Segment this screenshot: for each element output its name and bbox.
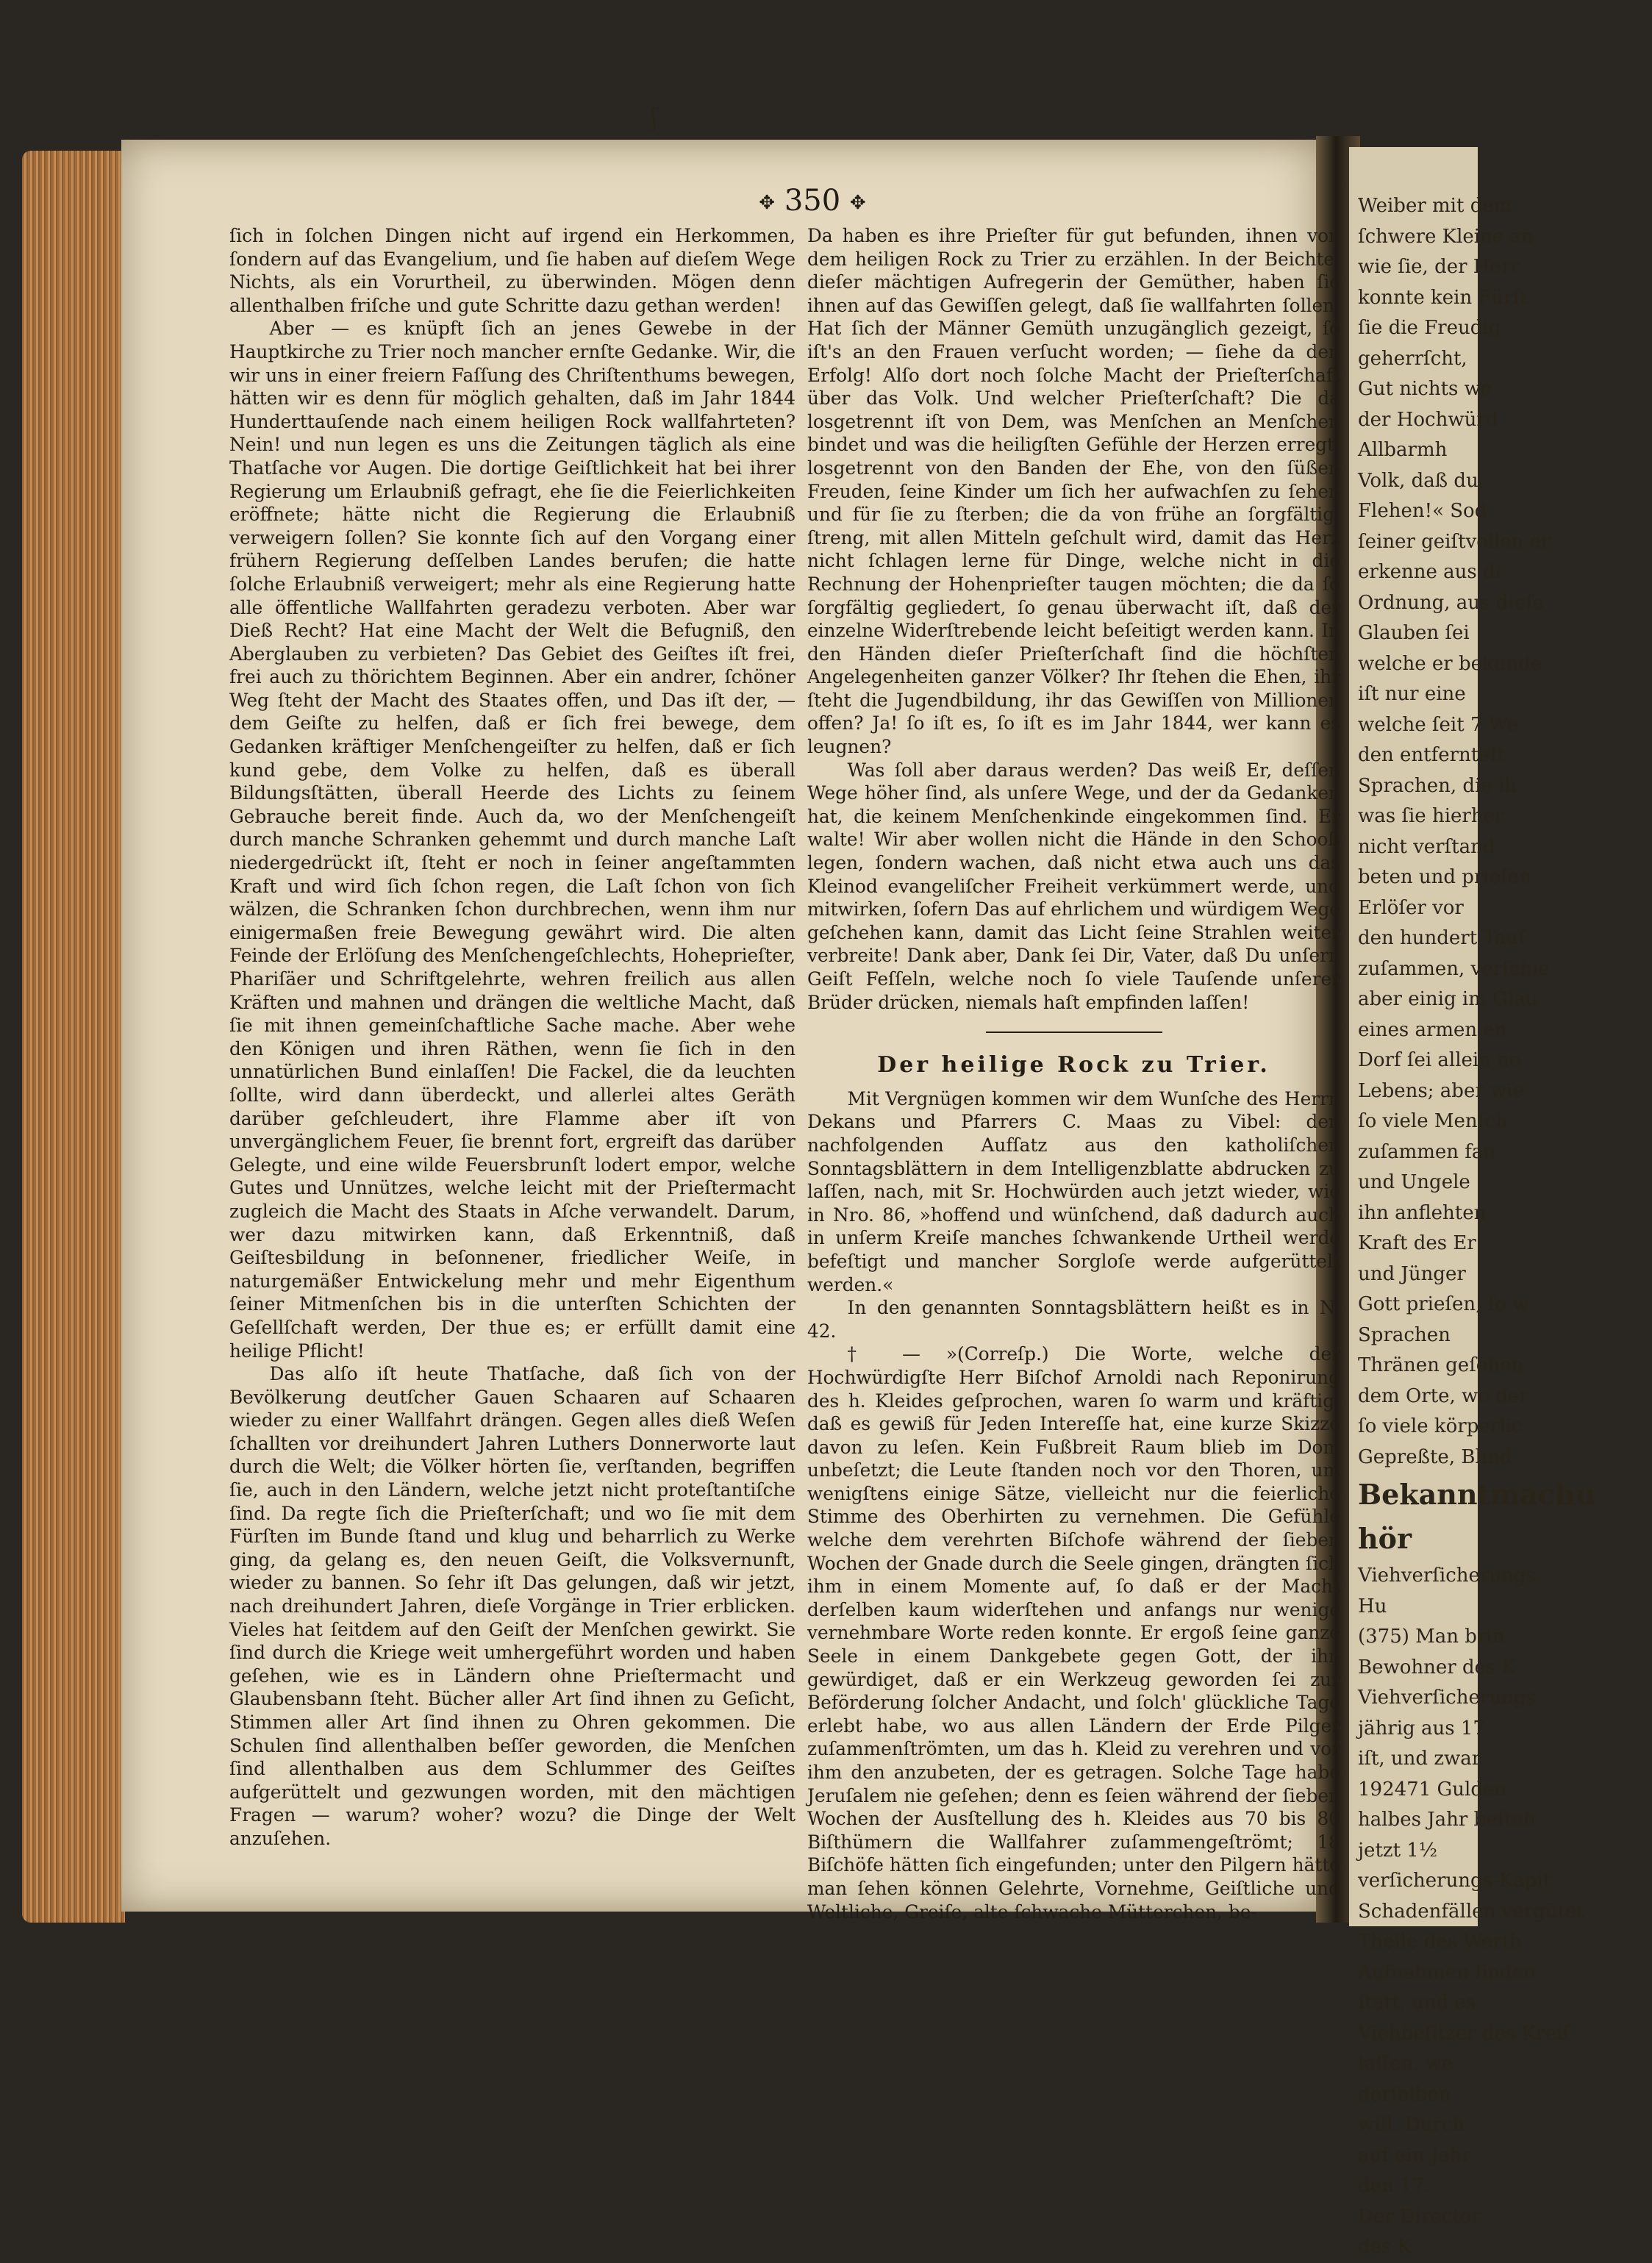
facing-page-line: aber einig im Glau bbox=[1358, 988, 1538, 1010]
facing-page-line: laſſen, we bbox=[1358, 2053, 1453, 2075]
facing-page-line: halbes Jahr beſteh bbox=[1358, 1809, 1536, 1831]
facing-page-line: ihn anflehten bbox=[1358, 1201, 1487, 1224]
facing-page-line: verſicherungs-Kapit bbox=[1358, 1870, 1551, 1892]
facing-page-line: welche er bekunde bbox=[1358, 652, 1542, 675]
facing-page-line: ſo viele Menſch bbox=[1358, 1110, 1508, 1132]
facing-page-line: ſo viele körperlic bbox=[1358, 1415, 1523, 1437]
facing-page-line: des K bbox=[1358, 2236, 1412, 2258]
facing-page-line: Allbarmh bbox=[1358, 439, 1448, 461]
facing-page-line: den entfernteſt bbox=[1358, 744, 1505, 766]
ornament-right-icon: ✥ bbox=[849, 192, 866, 214]
facing-page-line: Lebens; aber wie bbox=[1358, 1079, 1524, 1102]
facing-page-line: den 17. bbox=[1358, 2175, 1431, 2197]
facing-page-line: ſtatt, und es bbox=[1358, 1992, 1476, 2014]
facing-page-line: Viehverſicherungs bbox=[1358, 1565, 1536, 1587]
facing-page-line: dem Orte, wo der bbox=[1358, 1384, 1528, 1407]
paragraph: Was ſoll aber daraus werden? Das weiß Er, deſſen Wege höher ſind, als unſere Wege, und der da Gedanken hat, die keinem Menſchenkinde eingekommen ſind. Er walte! Wir aber wollen nicht die Hände in den Schooß legen, ſondern wachen, daß nicht etwa auch uns das Kleinod evangeliſcher Freiheit verkümmert werde, und mitwirken, ſofern Das auf ehrlichem und würdigem Wege geſchehen kann, damit das Licht ſeine Strahlen weiter verbreite! Dank aber, Dank ſei Dir, Vater, daß Du unſern Geiſt Feſſeln, welche noch ſo viele Tauſende unſerer Brüder drücken, niemals haſt empfinden laſſen! bbox=[807, 759, 1340, 1013]
ornament-left-icon: ✥ bbox=[759, 192, 776, 214]
facing-page-line: Viehbeſitzer des Kreiſ bbox=[1358, 2022, 1570, 2045]
facing-page-line: Thränen geſehen bbox=[1358, 1354, 1524, 1376]
facing-page-text bbox=[1358, 191, 1652, 2263]
paragraph: In den genannten Sonntagsblättern heißt es in N. 42. bbox=[807, 1297, 1340, 1342]
facing-page-line: Gepreßte, Blind bbox=[1358, 1445, 1512, 1468]
facing-page-line: Bewohner des K bbox=[1358, 1656, 1517, 1679]
facing-page-line: iſt nur eine bbox=[1358, 683, 1466, 705]
facing-page-line: auf ein Jahr bbox=[1358, 2144, 1471, 2167]
left-column bbox=[229, 224, 795, 1851]
facing-page-line: hör bbox=[1358, 1522, 1412, 1555]
right-column bbox=[807, 224, 1340, 1923]
facing-page-line: zuſammen fan bbox=[1358, 1140, 1496, 1163]
facing-page-line: der Hochwürd bbox=[1358, 408, 1498, 431]
page-header bbox=[691, 184, 934, 218]
facing-page-line: Gut nichts we bbox=[1358, 378, 1492, 400]
facing-page-line: Hu bbox=[1358, 1595, 1387, 1617]
facing-page-line: derſelben bbox=[1358, 2083, 1451, 2106]
facing-page-line: Volk, daß du bbox=[1358, 469, 1478, 492]
facing-page-line: Sprachen, die ih bbox=[1358, 774, 1517, 797]
paragraph: ſich in ſolchen Dingen nicht auf irgend ein Herkommen, ſondern auf das Evangelium, und ſie haben auf dieſem Wege Nichts, als ein Vorurtheil, zu überwinden. Mögen denn allenthalben friſche und gute Schritte dazu gethan werden! bbox=[229, 225, 795, 316]
section-divider bbox=[986, 1032, 1162, 1033]
facing-page-line: geherrſcht, bbox=[1358, 347, 1467, 370]
page-number: 350 bbox=[784, 184, 841, 218]
facing-page-line: konnte kein Fürſt bbox=[1358, 286, 1528, 309]
facing-page-line: jährig aus 17 bbox=[1358, 1717, 1485, 1740]
facing-page-line: nicht verſtand bbox=[1358, 835, 1495, 858]
facing-page-line: Der Director bbox=[1358, 2205, 1481, 2228]
paragraph: Da haben es ihre Prieſter für gut befunden, ihnen von dem heiligen Rock zu Trier zu erzählen. In der Beichte, dieſer mächtigen Aufregerin der Gemüther, haben ſie ihnen auf das Gewiſſen gelegt, daß ſie wallfahrten ſollen. Hat ſich der Männer Gemüth unzugänglich gezeigt, ſo iſt's an den Frauen verſucht worden; — ſiehe da den Erfolg! Alſo dort noch ſolche Macht der Prieſterſchaft über das Volk. Und welcher Prieſterſchaft? Die da losgetrennt iſt von Dem, was Menſchen an Menſchen bindet und was die heiligſten Gefühle der Herzen erregt, losgetrennt von den Banden der Ehe, von den ſüßen Freuden, ſeine Kinder um ſich her aufwachſen zu ſehen und für ſie zu ſterben; die da von frühe an ſorgfältig, ſtreng, mit allen Mitteln geſchult wird, damit das Herz nicht ſchlagen lerne für Dinge, welche nicht in die Rechnung der Hohenprieſter taugen möchten; die da ſo ſorgfältig gegliedert, ſo genau überwacht iſt, daß der einzelne Widerſtrebende leicht beſeitigt werden kann. In den Händen dieſer Prieſterſchaft ſind die höchſten Angelegenheiten ganzer Völker? Ihr ſtehen die Ehen, ihr ſteht die Jugendbildung, ihr das Gewiſſen von Millionen offen? Ja! ſo iſt es, ſo iſt es im Jahr 1844, wer kann es leugnen? bbox=[807, 225, 1340, 758]
facing-page-line: den hundert Tauſ bbox=[1358, 927, 1526, 949]
facing-page-line: Dorf ſei allein no bbox=[1358, 1049, 1521, 1071]
facing-page-line: wie ſie, der Herr bbox=[1358, 256, 1520, 278]
facing-page-line: Bekanntmachu bbox=[1358, 1478, 1596, 1511]
facing-page-line: Gott prieſen, ſo w bbox=[1358, 1293, 1529, 1315]
facing-page-line: und Ungele bbox=[1358, 1171, 1470, 1193]
facing-page-line: Erlöſer vor bbox=[1358, 896, 1464, 919]
facing-page-line: jetzt 1½ bbox=[1358, 1839, 1438, 1862]
paragraph: Das alſo iſt heute Thatſache, daß ſich von der Bevölkerung deutſcher Gauen Schaaren auf Schaaren wieder zu einer Wallfahrt drängen. Gegen alles dieß Weſen ſchallten vor dreihundert Jahren Luthers Donnerworte laut durch die Welt; die Völker hörten ſie, verſtanden, begriffen ſie, auch in den Ländern, welche jetzt nicht proteſtantiſche ſind. Da regte ſich die Prieſterſchaft; und wo ſie mit dem Fürſten im Bunde ſtand und klug und beharrlich zu Werke ging, da gelang es, den neuen Geiſt, die Volksvernunft, wieder zu bannen. So ſehr iſt Das gelungen, daß wir jetzt, nach dreihundert Jahren, dieſe Vorgänge in Trier erblicken. Vieles hat ſeitdem auf den Geiſt der Menſchen gewirkt. Sie ſind durch die Kriege weit umhergeführt worden und haben geſehen, wie es in Ländern ohne Prieſtermacht und Glaubensbann ſteht. Bücher aller Art ſind ihnen zu Geſicht, Stimmen aller Art ſind ihnen zu Ohren gekommen. Die Schulen ſind allenthalben beſſer geworden, die Menſchen ſind allenthalben aus dem Schlummer des Geiſtes aufgerüttelt und gezwungen worden, mit den mächtigen Fragen — warum? woher? wozu? die Dinge der Welt anzuſehen. bbox=[229, 1363, 795, 1849]
facing-page-line: eines armen en bbox=[1358, 1018, 1507, 1041]
facing-page-line: und Jünger bbox=[1358, 1262, 1466, 1285]
facing-page-line: (375) Man brin bbox=[1358, 1626, 1505, 1648]
paragraph: Aber — es knüpft ſich an jenes Gewebe in der Hauptkirche zu Trier noch mancher ernſte Gedanke. Wir, die wir uns in einer freiern Faſſung des Chriſtenthums bewegen, hätten wir es denn für möglich gehalten, daß im Jahr 1844 Hunderttauſende nach einem heiligen Rock wallfahrteten? Nein! und nun legen es uns die Zeitungen täglich als eine Thatſache vor Augen. Die dortige Geiſtlichkeit hat bei ihrer Regierung um Erlaubniß gefragt, ehe ſie die Feierlichkeiten eröffnete; hätte nicht die Regierung die Erlaubniß verweigern ſollen? Sie konnte ſich auf den Vorgang einer frühern Regierung deſſelben Landes berufen; die hatte ſolche Erlaubniß verweigert; mehr als eine Regierung hatte alle öffentliche Wallfahrten geradezu verboten. Aber war Dieß Recht? Hat eine Macht der Welt die Befugniß, den Aberglauben zu verbieten? Das Gebiet des Geiſtes iſt frei, frei auch zu thörichtem Beginnen. Aber ein andrer, ſchöner Weg ſteht der Macht des Staates offen, und Das iſt der, — dem Geiſte zu helfen, daß er ſich frei bewege, dem Gedanken kräftiger Menſchengeiſter zu helfen, daß er ſich kund gebe, dem Volke zu helfen, daß es überall Bildungsſtätten, überall Heerde des Lichts zu ſeinem Gebrauche bereit finde. Auch da, wo der Menſchengeiſt durch manche Schranken gehemmt und durch manche Laſt niedergedrückt iſt, ſteht er noch in ſeiner angeſtammten Kraft und wird ſich ſchon regen, die Laſt ſchon von ſich wälzen, die Schranken ſchon durchbrechen, wenn ihm nur einigermaßen freie Bewegung gewährt wird. Die alten Feinde der Erlöſung des Menſchengeſchlechts, Hoheprieſter, Phariſäer und Schriftgelehrte, wehren freilich aus allen Kräften und mahnen und drängen die weltliche Macht, daß ſie mit ihnen gemeinſchaftliche Sache mache. Aber wehe den Königen und ihren Räthen, wenn ſie ſich in den unnatürlichen Bund einlaſſen! Die Fackel, die da leuchten ſollte, wird dann überdeckt, und allerlei altes Geräth darüber geſchleudert, ihre Flamme aber iſt von unvergänglichem Feuer, ſie brennt fort, ergreift das darüber Gelegte, und eine wilde Feuersbrunſt lodert empor, welche Gutes und Unnützes, welche leicht mit der Prieſtermacht zugleich die Macht des Staats in Aſche verwandelt. Darum, wer dazu mitwirken kann, daß Erkenntniß, daß Geiſtesbildung in beſonnener, friedlicher Weiſe, in naturgemäßer Entwickelung mehr und mehr Eigenthum ſeiner Mitmenſchen bis in die unterſten Schichten der Geſellſchaft werden, Der thue es; er erfüllt damit eine heilige Pflicht! bbox=[229, 318, 795, 1362]
paragraph: Mit Vergnügen kommen wir dem Wunſche des Herrn Dekans und Pfarrers C. Maas zu Vibel: den nachfolgenden Aufſatz aus den katholiſchen Sonntagsblättern in dem Intelligenzblatte abdrucken zu laſſen, nach, mit Sr. Hochwürden auch jetzt wieder, wie in Nro. 86, »hoffend und wünſchend, daß dadurch auch in unſerm Kreiſe manches ſchwankende Urtheil werde befeſtigt und mancher Sorgloſe werde aufgerüttelt werden.« bbox=[807, 1087, 1340, 1295]
facing-page-line: Flehen!« Sod bbox=[1358, 500, 1487, 522]
facing-page-line: ſeiner geiſtvollen er bbox=[1358, 530, 1551, 553]
page-edges bbox=[22, 151, 125, 1923]
facing-page-line: Aufnahmen finden bbox=[1358, 1961, 1537, 1984]
facing-page-line: Glauben ſei bbox=[1358, 622, 1470, 644]
facing-page-line: erkenne aus di bbox=[1358, 561, 1501, 583]
facing-page-line: was ſie hierher bbox=[1358, 805, 1504, 827]
facing-page bbox=[1349, 147, 1596, 2258]
facing-page-line: iſt, und zwar bbox=[1358, 1748, 1481, 1770]
facing-page-line: will. Durch bbox=[1358, 2114, 1465, 2136]
facing-page-line: Sprachen bbox=[1358, 1323, 1451, 1346]
facing-page-line: Viehverſicherungs bbox=[1358, 1687, 1536, 1709]
facing-page-line: ſie die Freudig bbox=[1358, 317, 1501, 339]
facing-page-line: Weiber mit dem bbox=[1358, 195, 1512, 217]
article-title: Der heilige Rock zu Trier. bbox=[877, 1052, 1270, 1079]
facing-page-line: ſchwere Kleine an bbox=[1358, 225, 1534, 248]
top-mark: ʃ bbox=[651, 103, 658, 132]
facing-page-line: zuſammen, verſchie bbox=[1358, 957, 1550, 980]
facing-page-line: Kraft des Er bbox=[1358, 1232, 1476, 1254]
facing-page-line: Ordnung, aus dieſe bbox=[1358, 591, 1545, 614]
facing-page-line: 192471 Gulden bbox=[1358, 1778, 1507, 1801]
paragraph: † — »(Correſp.) Die Worte, welche der Hochwürdigſte Herr Biſchof Arnoldi nach Reponirung des h. Kleides geſprochen, waren ſo warm und kräftig, daß es gewiß für Jeden Intereſſe hat, eine kurze Skizze davon zu leſen. Kein Fußbreit Raum blieb im Dom unbeſetzt; die Leute ſtanden noch vor den Thoren, um wenigſtens einige Sätze, vielleicht nur die feierliche Stimme des Oberhirten zu vernehmen. Die Gefühle welche dem verehrten Biſchofe während der ſieben Wochen der Gnade durch die Seele gingen, drängten ſich ihm in einem Momente auf, ſo daß er der Macht derſelben kaum widerſtehen und anfangs nur wenige vernehmbare Worte reden konnte. Er ergoß ſeine ganze Seele in einem Dankgebete gegen Gott, der ihn gewürdiget, daß er ein Werkzeug geworden ſei zur Beförderung ſolcher Andacht, und ſolch' glückliche Tage erlebt habe, wo aus allen Ländern der Erde Pilger zuſammenſtrömten, um das h. Kleid zu verehren und vor ihm den anzubeten, der es getragen. Solche Tage habe Jeruſalem nie geſehen; denn es ſeien während der ſieben Wochen der Ausſtellung des h. Kleides aus 70 bis 80 Biſthümern die Wallfahrer zuſammengeſtrömt; 18 Biſchöfe hätten ſich eingefunden; unter den Pilgern hätte man ſehen können Gelehrte, Vornehme, Geiſtliche und Weltliche, Greiſe, alte ſchwache Mütterchen, be- bbox=[807, 1343, 1340, 1923]
facing-page-line: Schadenfällen vergütet bbox=[1358, 1900, 1584, 1923]
facing-page-line: Theile des Werth bbox=[1358, 1931, 1523, 1953]
facing-page-line: beten und prieſen bbox=[1358, 866, 1531, 888]
facing-page-line: welche ſeit 7 We bbox=[1358, 713, 1518, 736]
